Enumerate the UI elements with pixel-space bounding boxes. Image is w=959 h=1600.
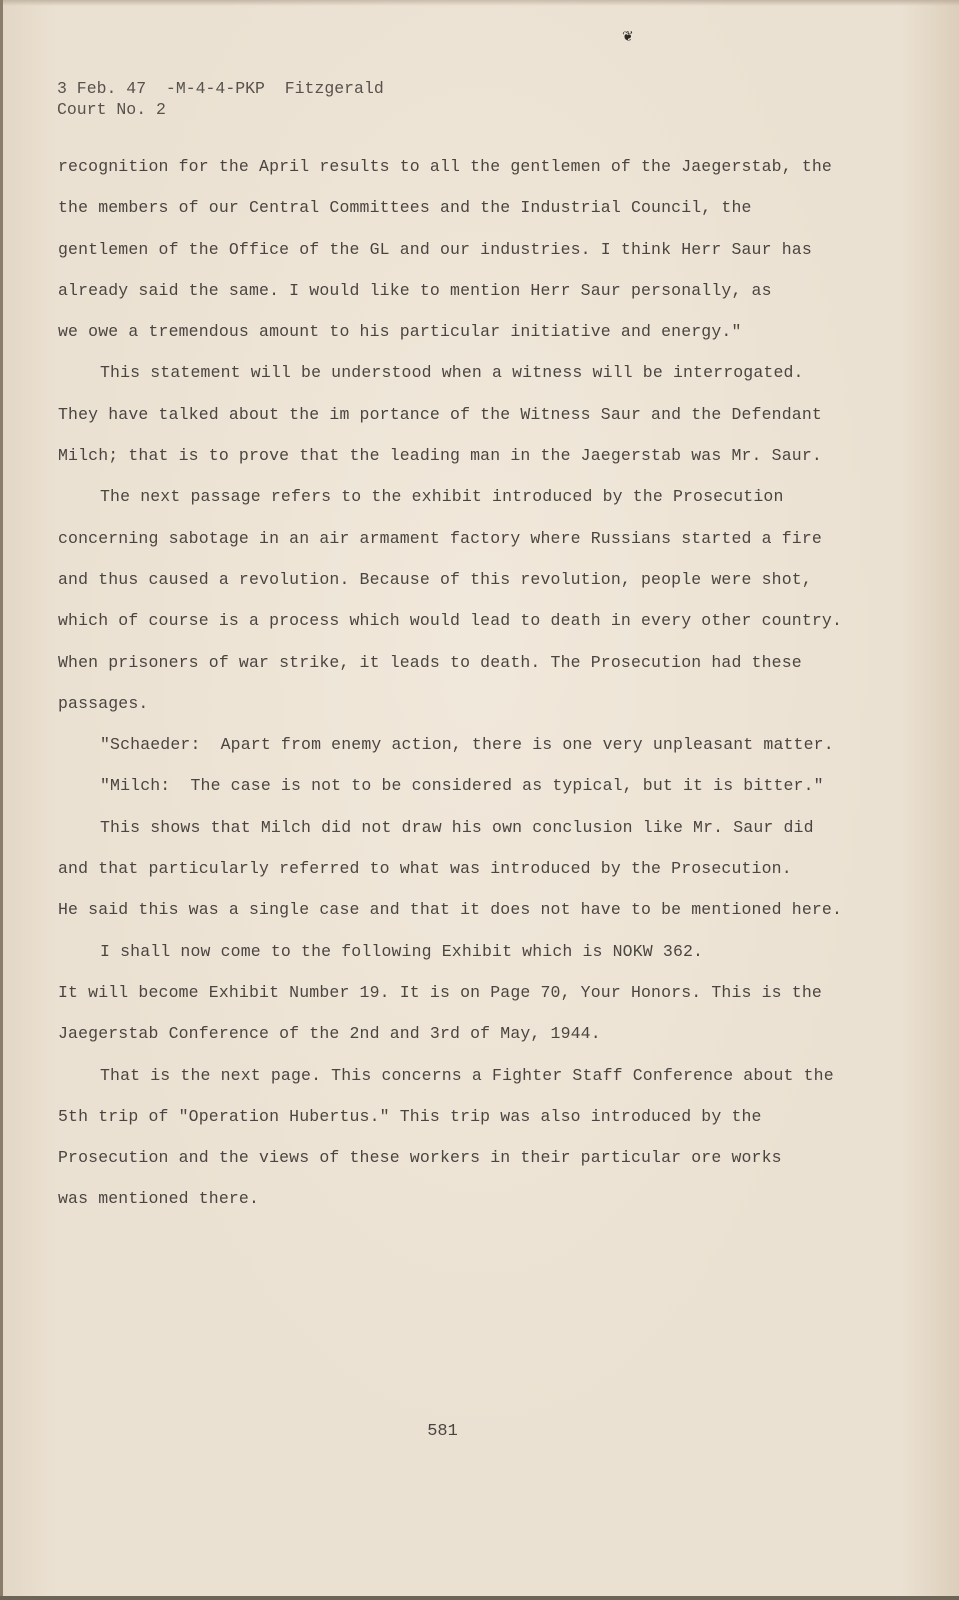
transcript-line: the members of our Central Committees and the Industrial Council, the xyxy=(58,198,752,218)
header-court-line: Court No. 2 xyxy=(57,100,166,119)
transcript-line: The next passage refers to the exhibit introduced by the Prosecution xyxy=(100,487,784,507)
transcript-line: "Schaeder: Apart from enemy action, there is one very unpleasant matter. xyxy=(100,735,834,755)
page-number: 581 xyxy=(427,1422,458,1441)
transcript-line: They have talked about the im portance of the Witness Saur and the Defendant xyxy=(58,404,822,424)
ink-mark-icon: ❦ xyxy=(622,29,634,45)
transcript-line: gentlemen of the Office of the GL and our industries. I think Herr Saur has xyxy=(58,239,812,259)
transcript-line: It will become Exhibit Number 19. It is on Page 70, Your Honors. This is the xyxy=(58,982,822,1002)
transcript-line: 5th trip of "Operation Hubertus." This trip was also introduced by the xyxy=(58,1106,762,1126)
transcript-line: That is the next page. This concerns a Fighter Staff Conference about the xyxy=(100,1065,834,1085)
header-date-line: 3 Feb. 47 -M-4-4-PKP Fitzgerald xyxy=(57,79,384,98)
transcript-line: I shall now come to the following Exhibit which is NOKW 362. xyxy=(100,941,704,961)
transcript-line: already said the same. I would like to mention Herr Saur personally, as xyxy=(58,280,772,300)
transcript-line: which of course is a process which would lead to death in every other country. xyxy=(58,611,843,631)
transcript-line: "Milch: The case is not to be considered as typical, but it is bitter." xyxy=(100,776,824,796)
transcript-line: we owe a tremendous amount to his particular initiative and energy." xyxy=(58,322,742,342)
transcript-line: Jaegerstab Conference of the 2nd and 3rd of May, 1944. xyxy=(58,1024,601,1044)
transcript-line: He said this was a single case and that it does not have to be mentioned here. xyxy=(58,900,843,920)
transcript-body xyxy=(58,155,928,1229)
transcript-line: Prosecution and the views of these workers in their particular ore works xyxy=(58,1148,782,1168)
page-edge-bottom xyxy=(0,1596,959,1600)
transcript-line: When prisoners of war strike, it leads to death. The Prosecution had these xyxy=(58,652,802,672)
transcript-line: recognition for the April results to all the gentlemen of the Jaegerstab, the xyxy=(58,157,832,176)
transcript-line: This statement will be understood when a witness will be interrogated. xyxy=(100,363,804,383)
transcript-line: passages. xyxy=(58,693,149,713)
transcript-line: Milch; that is to prove that the leading man in the Jaegerstab was Mr. Saur. xyxy=(58,446,822,466)
transcript-line: This shows that Milch did not draw his own conclusion like Mr. Saur did xyxy=(100,817,814,837)
transcript-line: and that particularly referred to what was introduced by the Prosecution. xyxy=(58,859,792,879)
page-edge-left xyxy=(0,0,3,1600)
transcript-line: concerning sabotage in an air armament factory where Russians started a fire xyxy=(58,528,822,548)
transcript-line: and thus caused a revolution. Because of this revolution, people were shot, xyxy=(58,569,812,589)
transcript-line: was mentioned there. xyxy=(58,1189,260,1209)
document-header xyxy=(57,78,384,120)
